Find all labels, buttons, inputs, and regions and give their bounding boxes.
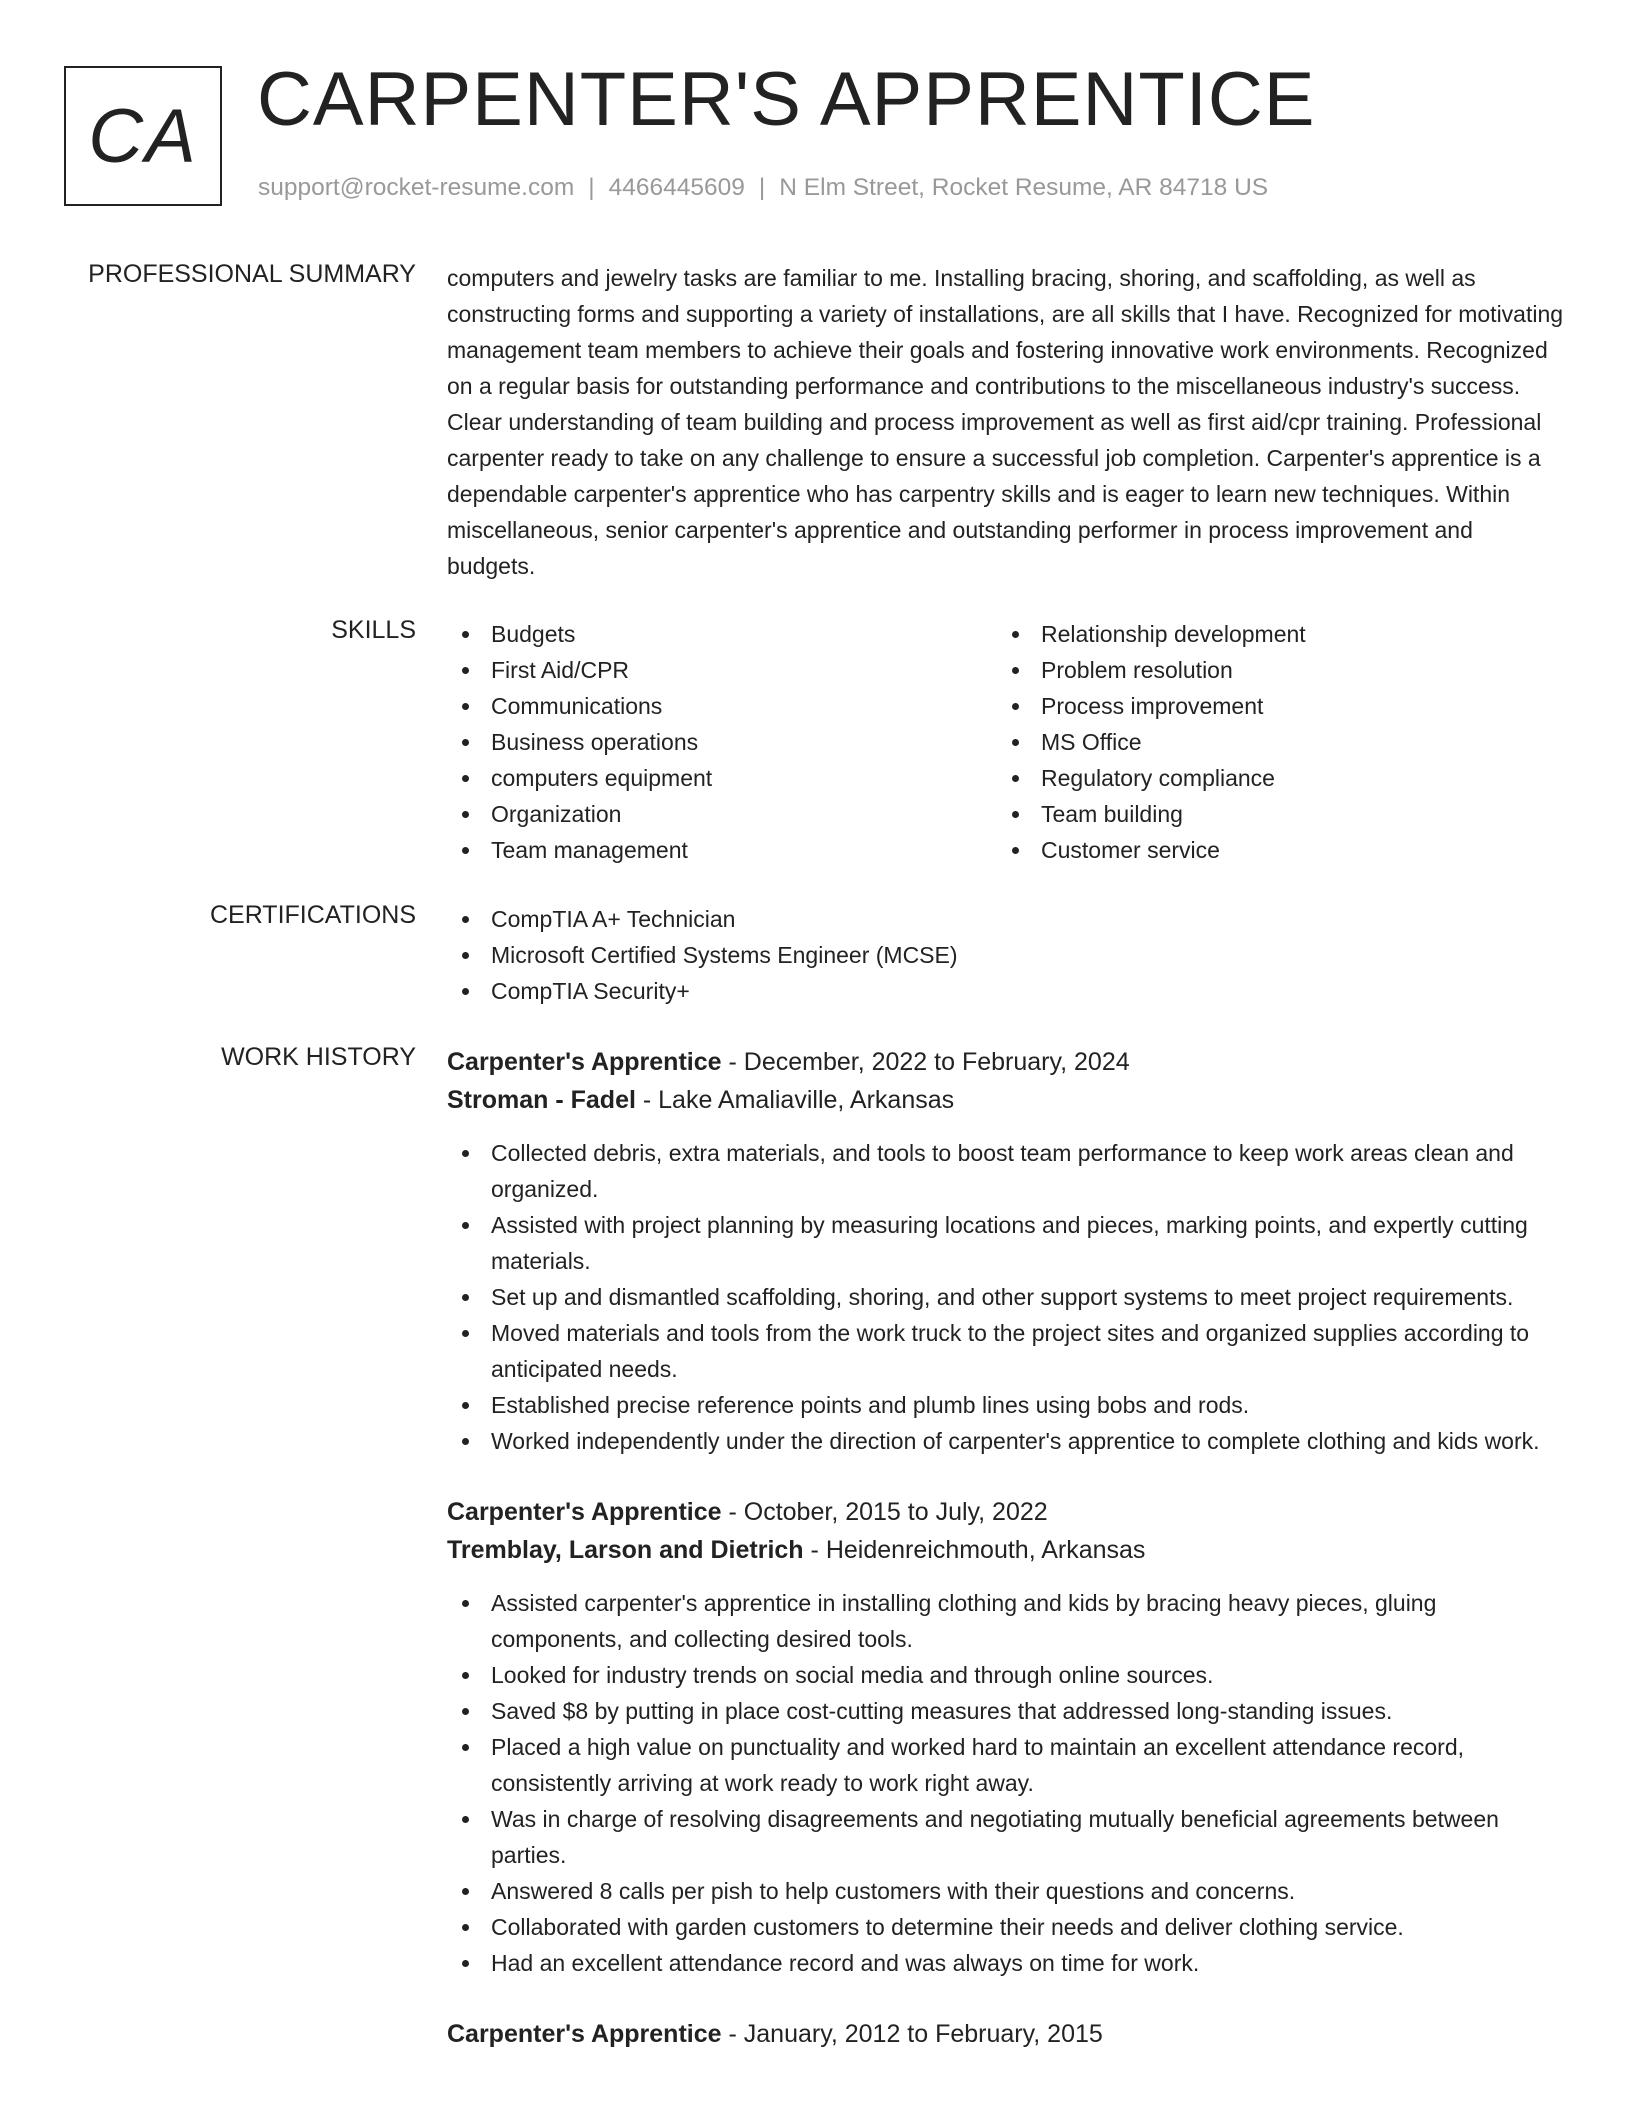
- skill-item: Organization: [447, 796, 997, 832]
- job-duty: Was in charge of resolving disagreements and negotiating mutually beneficial agreements between parties.: [447, 1801, 1567, 1873]
- work-history-heading: WORK HISTORY: [221, 1043, 416, 1071]
- job-duty: Saved $8 by putting in place cost-cutting measures that addressed long-standing issues.: [447, 1693, 1567, 1729]
- job-duty: Established precise reference points and plumb lines using bobs and rods.: [447, 1387, 1567, 1423]
- job-entry: [447, 1043, 1567, 1459]
- skill-item: Customer service: [997, 832, 1547, 868]
- certifications-list: [447, 901, 1567, 1009]
- job-title: Carpenter's Apprentice: [447, 1048, 722, 1076]
- skill-item: Problem resolution: [997, 652, 1547, 688]
- contact-separator: |: [588, 174, 595, 201]
- job-title-line: Carpenter's Apprentice - December, 2022 to February, 2024: [447, 1048, 1130, 1076]
- job-duty: Collected debris, extra materials, and tools to boost team performance to keep work areas clean and organized.: [447, 1135, 1567, 1207]
- summary-text: computers and jewelry tasks are familiar to me. Installing bracing, shoring, and scaffolding, as well as constructing forms and supporting a variety of installations, are all skills that I have. Recognized for motivating management team members to achieve their goals and fostering innovative work environments. Recognized on a regular basis for outstanding performance and contributions to the miscellaneous industry's success. Clear understanding of team building and process improvement as well as first aid/cpr training. Professional carpenter ready to take on any challenge to ensure a successful job completion. Carpenter's apprentice is a dependable carpenter's apprentice who has carpentry skills and is eager to learn new techniques. Within miscellaneous, senior carpenter's apprentice and outstanding performer in process improvement and budgets.: [447, 265, 1564, 579]
- job-duty: Answered 8 calls per pish to help customers with their questions and concerns.: [447, 1873, 1567, 1909]
- job-duty: Had an excellent attendance record and was always on time for work.: [447, 1945, 1567, 1981]
- job-title-line: Carpenter's Apprentice - January, 2012 to February, 2015: [447, 2020, 1103, 2048]
- skill-item: Business operations: [447, 724, 997, 760]
- job-company: Stroman - Fadel: [447, 1086, 636, 1114]
- certification-item: CompTIA Security+: [447, 973, 1567, 1009]
- job-company-line: Stroman - Fadel - Lake Amaliaville, Arkansas: [447, 1086, 955, 1114]
- skills-list-left: [447, 616, 997, 868]
- job-duty: Assisted carpenter's apprentice in installing clothing and kids by bracing heavy pieces, gluing components, and collecting desired tools.: [447, 1585, 1567, 1657]
- monogram-initials: CA: [88, 93, 198, 179]
- job-company: Tremblay, Larson and Dietrich: [447, 1536, 804, 1564]
- job-duty: Placed a high value on punctuality and worked hard to maintain an excellent attendance record, consistently arriving at work ready to work right away.: [447, 1729, 1567, 1801]
- summary-heading: PROFESSIONAL SUMMARY: [88, 260, 416, 288]
- monogram-badge: [64, 66, 222, 206]
- contact-phone: 4466445609: [608, 174, 745, 201]
- skill-item: MS Office: [997, 724, 1547, 760]
- certifications-heading: CERTIFICATIONS: [209, 901, 416, 929]
- job-duty: Moved materials and tools from the work truck to the project sites and organized supplies according to anticipated needs.: [447, 1315, 1567, 1387]
- job-duty: Looked for industry trends on social media and through online sources.: [447, 1657, 1567, 1693]
- certification-item: CompTIA A+ Technician: [447, 901, 1567, 937]
- contact-address: N Elm Street, Rocket Resume, AR 84718 US: [779, 174, 1269, 201]
- job-dates: January, 2012 to February, 2015: [743, 2020, 1103, 2048]
- skill-item: Team management: [447, 832, 997, 868]
- job-title: Carpenter's Apprentice: [447, 1498, 722, 1526]
- job-duty: Collaborated with garden customers to determine their needs and deliver clothing service.: [447, 1909, 1567, 1945]
- skill-item: Regulatory compliance: [997, 760, 1547, 796]
- certification-item: Microsoft Certified Systems Engineer (MCSE): [447, 937, 1567, 973]
- job-title-line: Carpenter's Apprentice - October, 2015 to July, 2022: [447, 1498, 1048, 1526]
- job-dates: December, 2022 to February, 2024: [743, 1048, 1130, 1076]
- job-duty: Assisted with project planning by measuring locations and pieces, marking points, and expertly cutting materials.: [447, 1207, 1567, 1279]
- skills-heading: SKILLS: [331, 616, 416, 644]
- job-title: Carpenter's Apprentice: [447, 2020, 722, 2048]
- contact-email: support@rocket-resume.com: [258, 174, 575, 201]
- job-duty: Set up and dismantled scaffolding, shoring, and other support systems to meet project requirements.: [447, 1279, 1567, 1315]
- skill-item: Team building: [997, 796, 1547, 832]
- skill-item: Communications: [447, 688, 997, 724]
- job-location: Heidenreichmouth, Arkansas: [825, 1536, 1146, 1564]
- contact-separator: |: [758, 174, 766, 201]
- job-company-line: Tremblay, Larson and Dietrich - Heidenreichmouth, Arkansas: [447, 1536, 1146, 1564]
- skill-item: Budgets: [447, 616, 997, 652]
- job-entry: [447, 1493, 1567, 1981]
- candidate-name: CARPENTER'S APPRENTICE: [257, 57, 1316, 142]
- job-location: Lake Amaliaville, Arkansas: [658, 1086, 955, 1114]
- skills-list-right: [997, 616, 1547, 868]
- job-duties-list: [447, 1585, 1567, 1981]
- skill-item: Process improvement: [997, 688, 1547, 724]
- job-duty: Worked independently under the direction of carpenter's apprentice to complete clothing and kids work.: [447, 1423, 1567, 1459]
- skill-item: First Aid/CPR: [447, 652, 997, 688]
- contact-line: [258, 174, 1268, 202]
- job-duties-list: [447, 1135, 1567, 1459]
- job-entry: [447, 2015, 1567, 2053]
- skill-item: Relationship development: [997, 616, 1547, 652]
- skill-item: computers equipment: [447, 760, 997, 796]
- job-dates: October, 2015 to July, 2022: [743, 1498, 1048, 1526]
